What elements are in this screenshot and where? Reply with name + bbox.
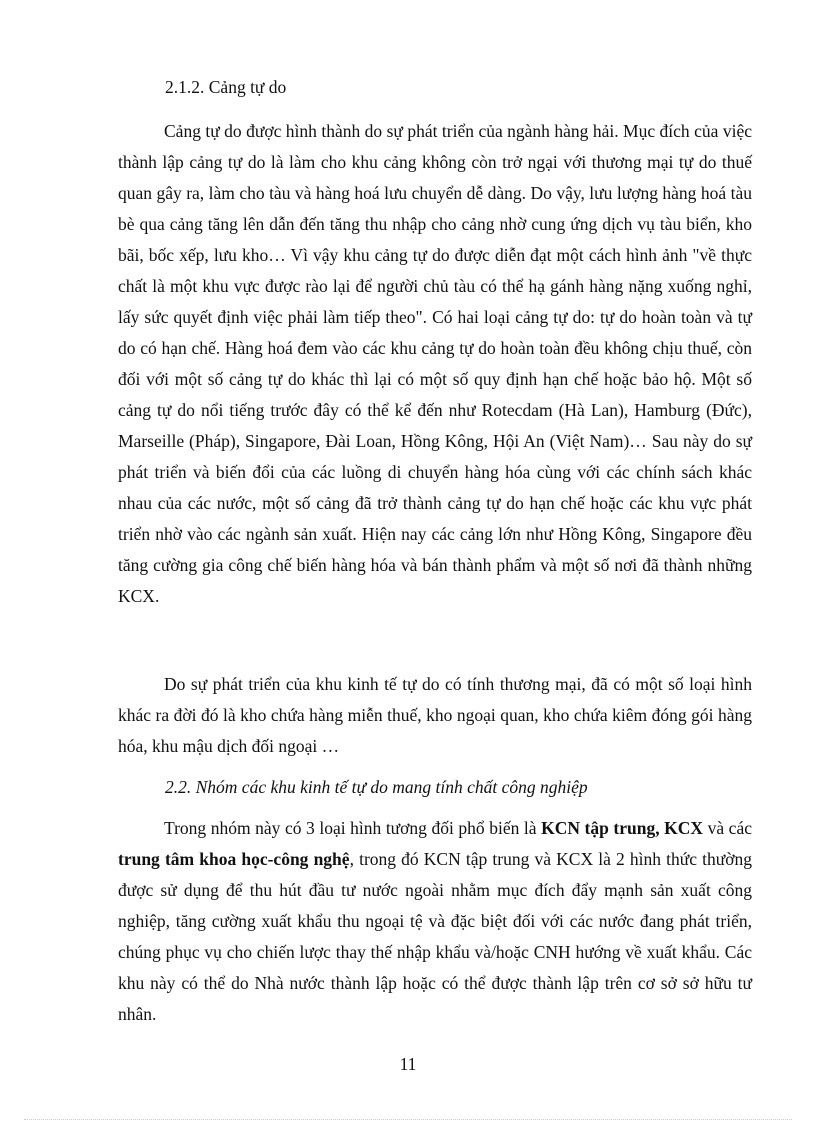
- subsection-heading: 2.2. Nhóm các khu kinh tế tự do mang tính chất công nghiệp: [165, 777, 588, 797]
- paragraph-text: và các: [703, 818, 752, 838]
- bold-term: KCN tập trung, KCX: [541, 818, 704, 838]
- paragraph-text: , trong đó KCN tập trung và KCX là 2 hình thức thường được sử dụng để thu hút đầu tư nước ngoài nhằm mục đích đẩy mạnh sản xuất công nghiệp, tăng cường xuất khẩu thu ngoại tệ và đặc biệt đối với các nước đang phát triển, chúng phục vụ cho chiến lược thay thế nhập khẩu và/hoặc CNH hướng về xuất khẩu. Các khu này có thể do Nhà nước thành lập hoặc có thể được thành lập trên cơ sở sở hữu tư nhân.: [118, 849, 752, 1024]
- bold-term: trung tâm khoa học-công nghệ: [118, 849, 350, 869]
- paragraph-commercial-zones: Do sự phát triển của khu kinh tế tự do có tính thương mại, đã có một số loại hình khác ra đời đó là kho chứa hàng miễn thuế, kho ngoại quan, kho chứa kiêm đóng gói hàng hóa, khu mậu dịch đối ngoại …: [118, 674, 752, 756]
- page-bottom-divider: [24, 1119, 792, 1120]
- page-number: 11: [399, 1054, 417, 1074]
- paragraph-free-port: Cảng tự do được hình thành do sự phát triển của ngành hàng hải. Mục đích của việc thành lập cảng tự do là làm cho khu cảng không còn trở ngại với thương mại tự do thuế quan gây ra, làm cho tàu và hàng hoá lưu chuyển dễ dàng. Do vậy, lưu lượng hàng hoá tàu bè qua cảng tăng lên dẫn đến tăng thu nhập cho cảng nhờ cung ứng dịch vụ tàu biển, kho bãi, bốc xếp, lưu kho… Vì vậy khu cảng tự do được diễn đạt một cách hình ảnh "về thực chất là một khu vực được rào lại để người chủ tàu có thể hạ gánh hàng nặng xuống nghỉ, lấy sức quyết định việc phải làm tiếp theo". Có hai loại cảng tự do: tự do hoàn toàn và tự do có hạn chế. Hàng hoá đem vào các khu cảng tự do hoàn toàn đều không chịu thuế, còn đối với một số cảng tự do khác thì lại có một số quy định hạn chế hoặc bảo hộ. Một số cảng tự do nổi tiếng trước đây có thể kể đến như Rotecdam (Hà Lan), Hamburg (Đức), Marseille (Pháp), Singapore, Đài Loan, Hồng Kông, Hội An (Việt Nam)… Sau này do sự phát triển và biến đổi của các luồng di chuyển hàng hóa cùng với các chính sách khác nhau của các nước, một số cảng đã trở thành cảng tự do hạn chế hoặc các khu vực phát triển nhờ vào các ngành sản xuất. Hiện nay các cảng lớn như Hồng Kông, Singapore đều tăng cường gia công chế biến hàng hóa và bán thành phẩm và một số nơi đã thành những KCX.: [118, 121, 752, 606]
- section-heading: 2.1.2. Cảng tự do: [165, 77, 287, 97]
- paragraph-text: Trong nhóm này có 3 loại hình tương đối phổ biến là: [164, 818, 542, 838]
- paragraph-industrial-zones: [118, 813, 752, 1030]
